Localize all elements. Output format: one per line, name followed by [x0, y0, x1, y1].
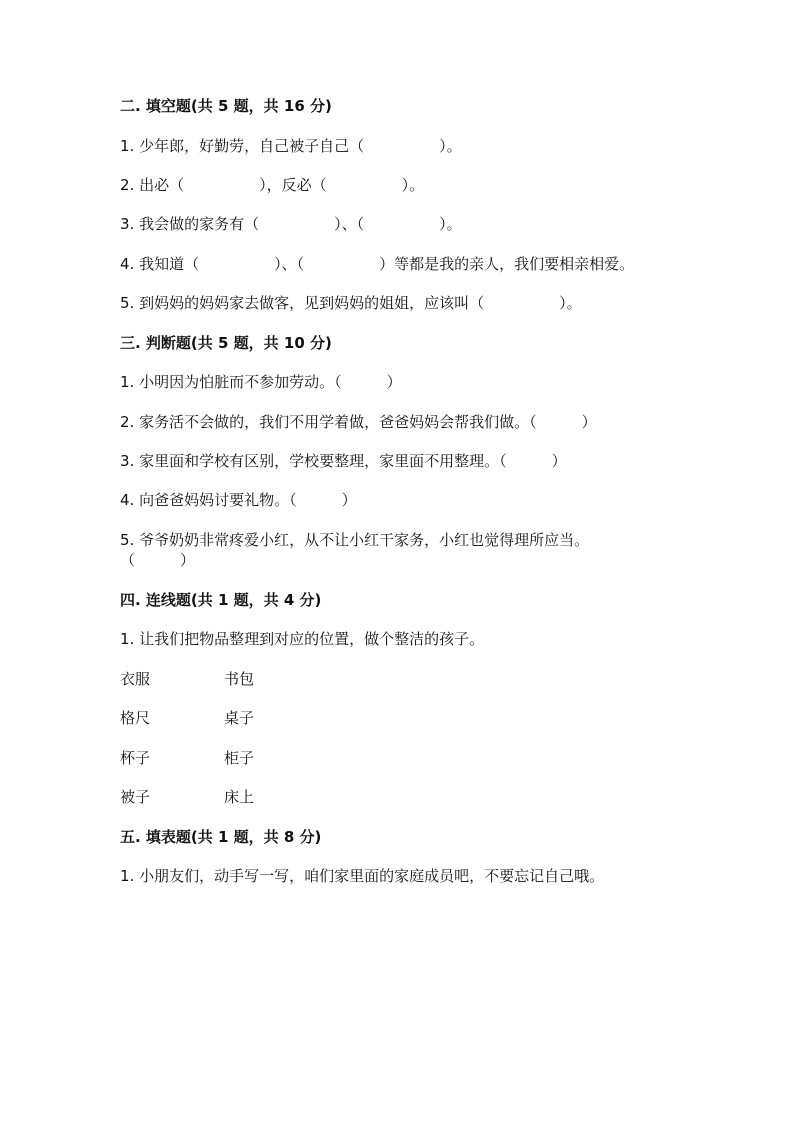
match-right-item: 柜子	[224, 749, 255, 767]
fill-blank-question-2: 2. 出必（ ），反必（ ）。	[120, 176, 425, 194]
match-left-item: 被子	[120, 788, 151, 806]
true-false-question-2: 2. 家务活不会做的，我们不用学着做，爸爸妈妈会帮我们做。（ ）	[120, 413, 597, 431]
match-right-item: 书包	[224, 670, 255, 688]
true-false-question-4: 4. 向爸爸妈妈讨要礼物。（ ）	[120, 491, 357, 509]
section-heading-true-false: 三. 判断题(共 5 题，共 10 分)	[120, 334, 332, 352]
fill-blank-question-1: 1. 少年郎，好勤劳，自己被子自己（ ）。	[120, 137, 462, 155]
section-heading-fill-table: 五. 填表题(共 1 题，共 8 分)	[120, 828, 322, 846]
fill-blank-question-4: 4. 我知道（ ）、（ ）等都是我的亲人，我们要相亲相爱。	[120, 255, 635, 273]
fill-blank-question-5: 5. 到妈妈的妈妈家去做客，见到妈妈的姐姐，应该叫（ ）。	[120, 294, 582, 312]
fill-table-question-1: 1. 小朋友们，动手写一写，咱们家里面的家庭成员吧，不要忘记自己哦。	[120, 867, 605, 885]
match-left-item: 衣服	[120, 670, 151, 688]
match-left-item: 杯子	[120, 749, 151, 767]
matching-question-1: 1. 让我们把物品整理到对应的位置，做个整洁的孩子。	[120, 630, 485, 648]
true-false-question-5-line-1: 5. 爷爷奶奶非常疼爱小红，从不让小红干家务，小红也觉得理所应当。	[120, 531, 590, 549]
match-right-item: 桌子	[224, 709, 255, 727]
section-heading-matching: 四. 连线题(共 1 题，共 4 分)	[120, 591, 322, 609]
match-right-item: 床上	[224, 788, 255, 806]
true-false-question-5-line-2: （ ）	[120, 551, 196, 569]
fill-blank-question-3: 3. 我会做的家务有（ ）、（ ）。	[120, 215, 462, 233]
section-heading-fill-blank: 二. 填空题(共 5 题，共 16 分)	[120, 97, 332, 115]
match-left-item: 格尺	[120, 709, 151, 727]
true-false-question-1: 1. 小明因为怕脏而不参加劳动。（ ）	[120, 373, 402, 391]
true-false-question-3: 3. 家里面和学校有区别，学校要整理，家里面不用整理。（ ）	[120, 452, 567, 470]
